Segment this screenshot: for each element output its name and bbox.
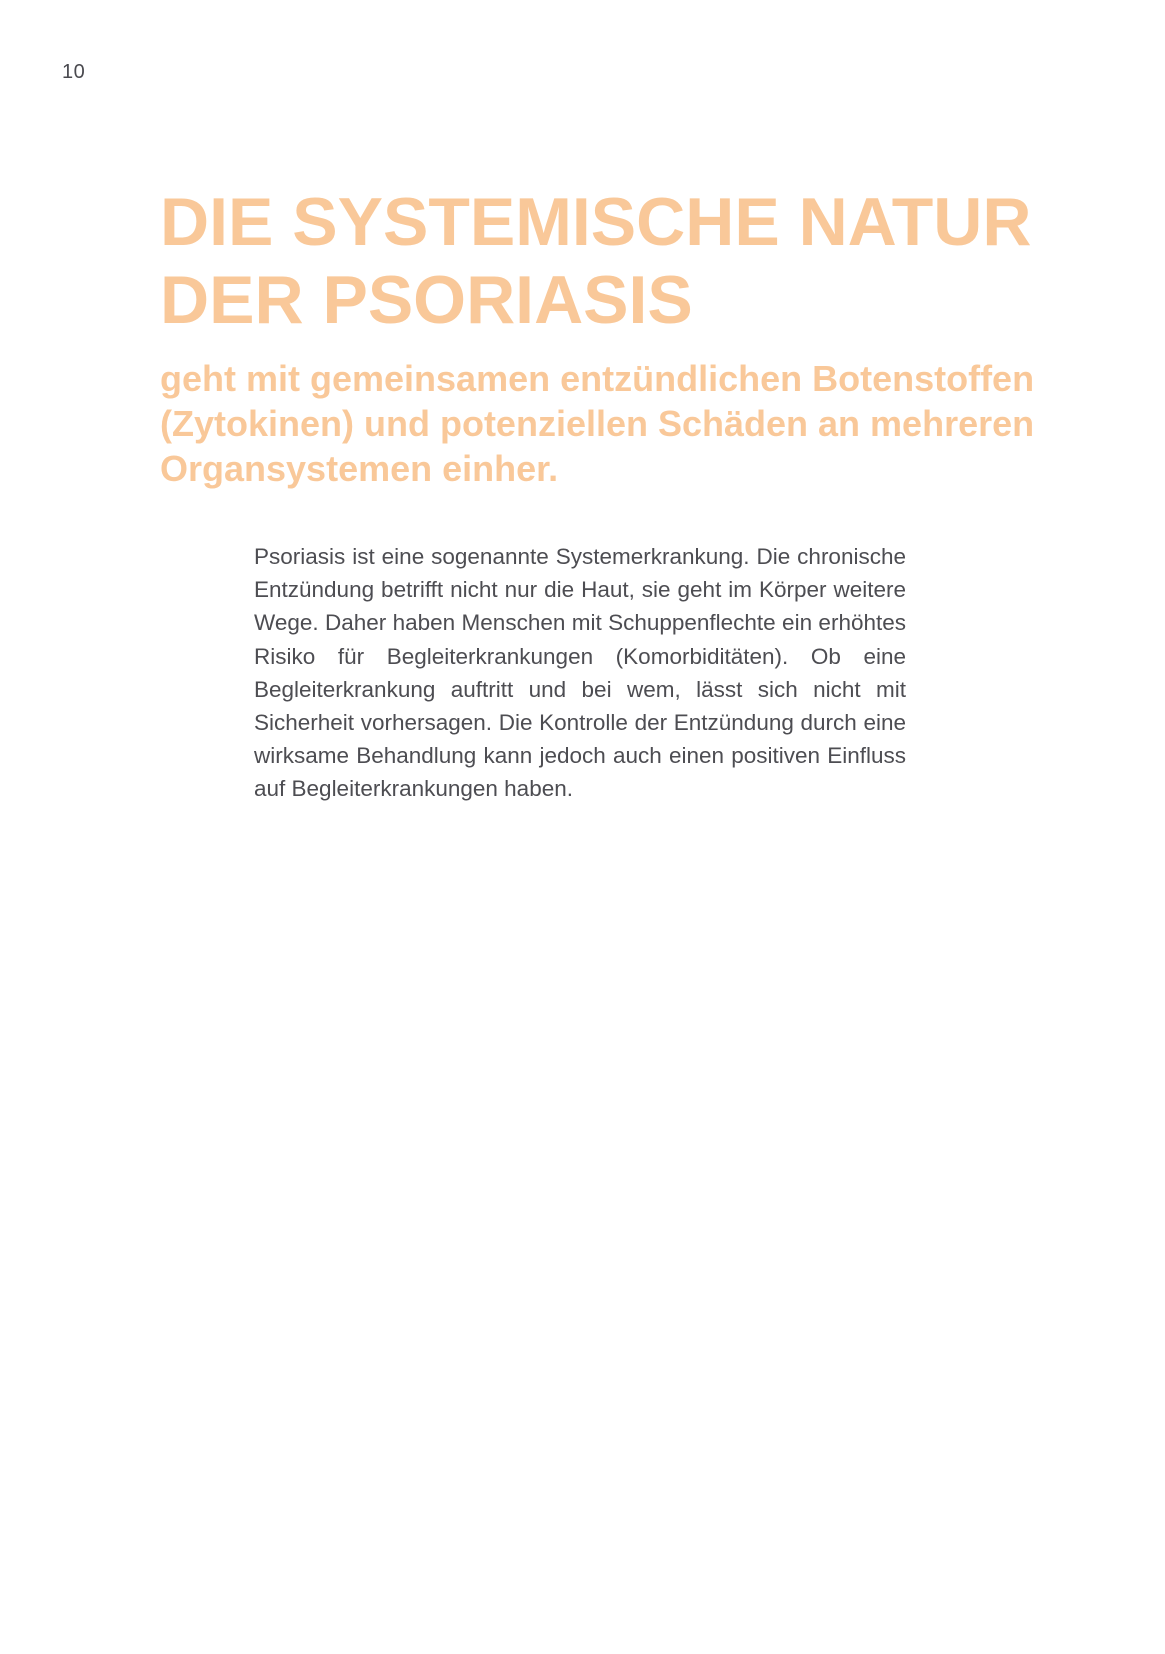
body-paragraph: Psoriasis ist eine sogenannte Systemerkrankung. Die chronische Entzündung betrifft nicht nur die Haut, sie geht im Körper weitere Wege. Daher haben Menschen mit Schuppenflechte ein erhöhtes Risiko für Begleiterkrankungen (Komorbiditäten). Ob eine Begleiterkrankung auftritt und bei wem, lässt sich nicht mit Sicherheit vorhersagen. Die Kontrolle der Entzündung durch eine wirksame Behandlung kann jedoch auch einen positiven Einfluss auf Begleiterkrankungen haben.	[254, 544, 906, 802]
page-number: 10	[62, 61, 86, 83]
page-title: DIE SYSTEMISCHE NATUR DER PSORIASIS	[160, 184, 1032, 338]
page-subtitle: geht mit gemeinsamen entzündlichen Botenstoffen (Zytokinen) und potenziellen Schäden an mehreren Organsystemen einher.	[160, 358, 1035, 489]
